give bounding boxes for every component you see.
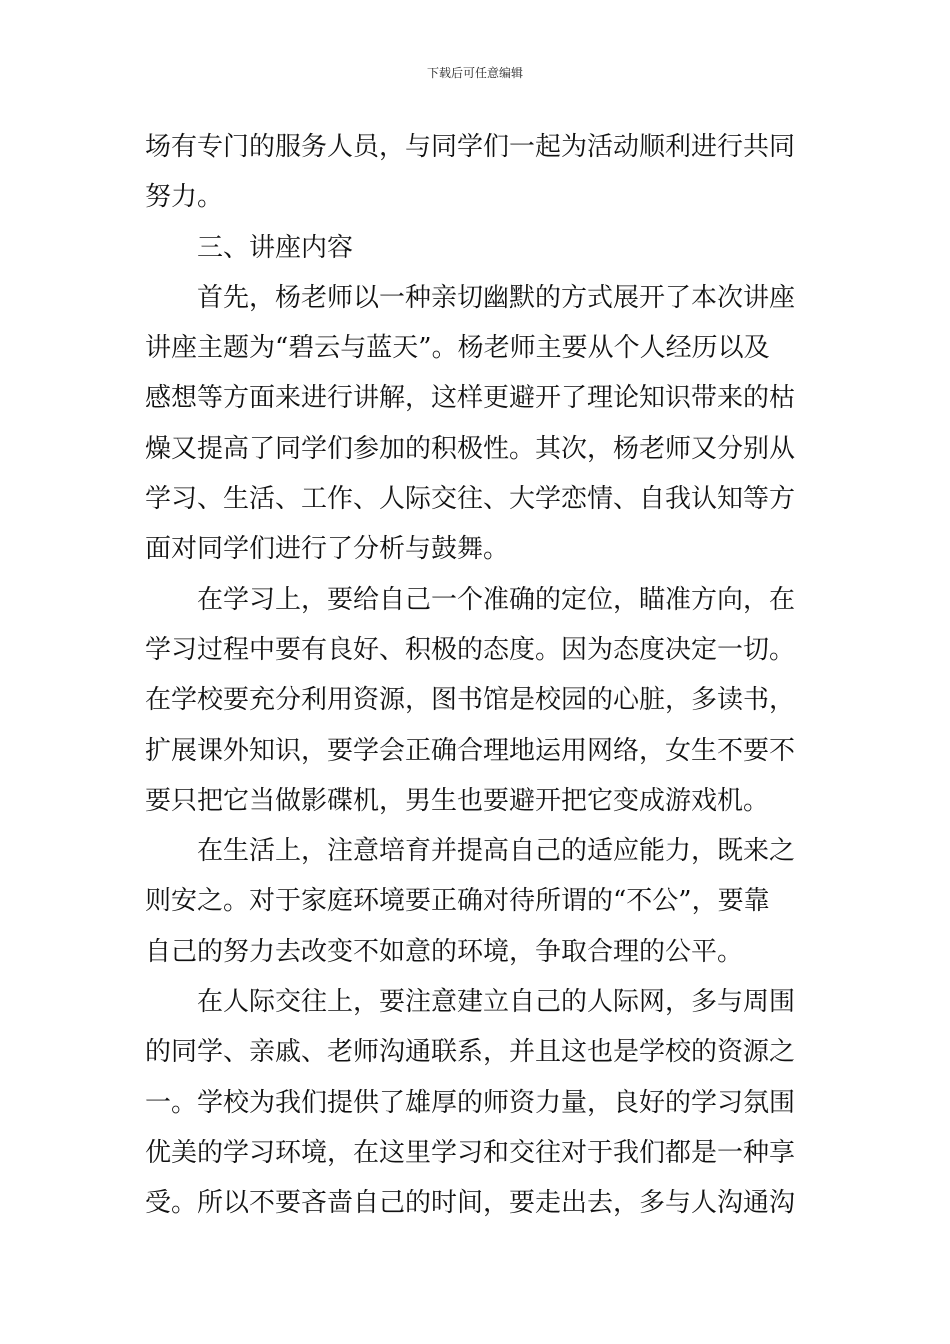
page-header: 下载后可任意编辑	[426, 66, 523, 80]
text-line: 则安之。对于家庭环境要正确对待所谓的“不公”，要靠	[145, 886, 770, 917]
text-line: 学习过程中要有良好、积极的态度。因为态度决定一切。	[145, 634, 796, 665]
text-line: 一。学校为我们提供了雄厚的师资力量，良好的学习氛围	[145, 1087, 796, 1118]
text-line: 讲座主题为“碧云与蓝天”。杨老师主要从个人经历以及	[145, 333, 770, 364]
text-line: 要只把它当做影碟机，男生也要避开把它变成游戏机。	[145, 785, 770, 816]
text-line: 扩展课外知识，要学会正确合理地运用网络，女生不要不	[145, 735, 796, 766]
text-line: 首先，杨老师以一种亲切幽默的方式展开了本次讲座	[197, 282, 796, 313]
document-body	[145, 122, 809, 1229]
text-line: 感想等方面来进行讲解，这样更避开了理论知识带来的枯	[145, 383, 796, 414]
section-heading: 三、讲座内容	[197, 232, 354, 263]
text-line: 受。所以不要吝啬自己的时间，要走出去，多与人沟通沟	[145, 1188, 796, 1219]
text-line: 学习、生活、工作、人际交往、大学恋情、自我认知等方	[145, 484, 796, 515]
text-line: 面对同学们进行了分析与鼓舞。	[145, 534, 510, 565]
text-line: 燥又提高了同学们参加的积极性。其次，杨老师又分别从	[145, 433, 796, 464]
text-line: 在生活上，注意培育并提高自己的适应能力，既来之	[197, 836, 796, 867]
text-line: 的同学、亲戚、老师沟通联系，并且这也是学校的资源之	[145, 1037, 796, 1068]
text-line: 在学校要充分利用资源，图书馆是校园的心脏，多读书，	[145, 685, 796, 716]
text-line: 场有专门的服务人员，与同学们一起为活动顺利进行共同	[145, 132, 796, 162]
text-line: 自己的努力去改变不如意的环境，争取合理的公平。	[145, 936, 744, 967]
text-line: 在人际交往上，要注意建立自己的人际网，多与周围	[197, 987, 796, 1018]
text-line: 在学习上，要给自己一个准确的定位，瞄准方向，在	[197, 584, 796, 615]
text-line: 优美的学习环境，在这里学习和交往对于我们都是一种享	[145, 1137, 796, 1168]
text-line: 努力。	[145, 182, 224, 213]
